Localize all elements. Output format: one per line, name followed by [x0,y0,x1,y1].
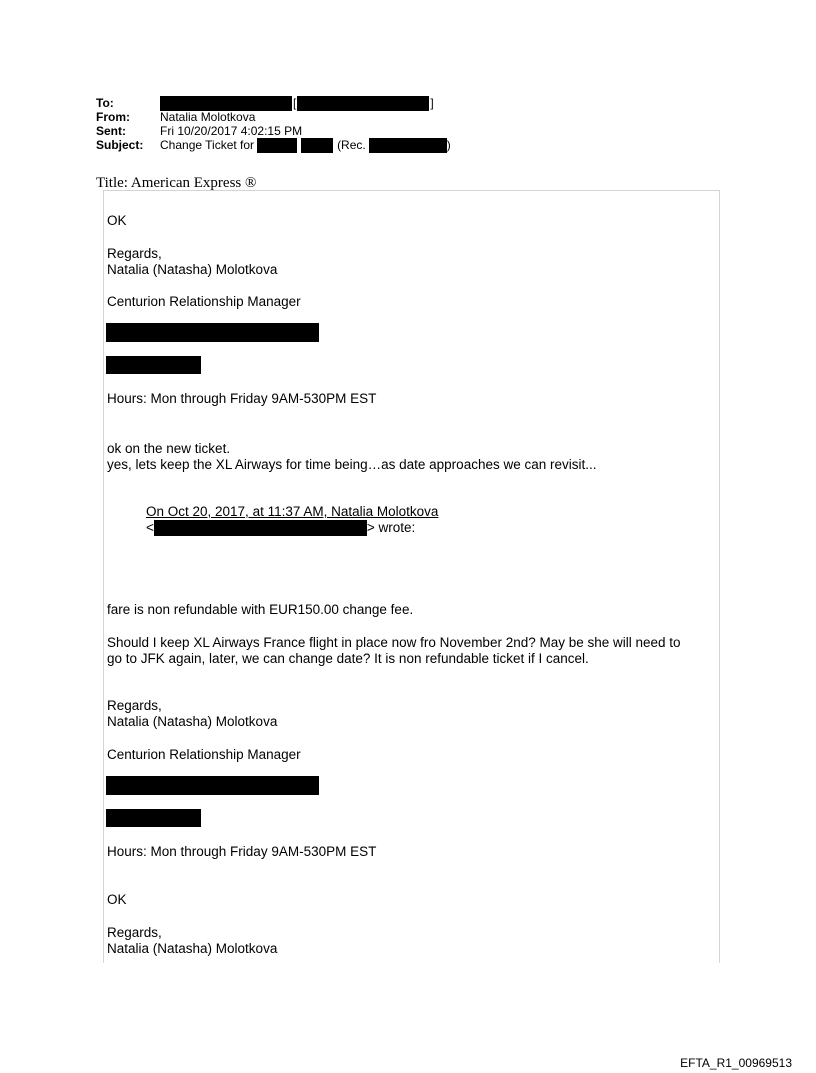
regards-text: Regards, [107,246,162,261]
signature-name: Natalia (Natasha) Molotkova [107,262,278,277]
bracket-open: [ [293,96,297,110]
regards-text: Regards, [107,698,162,713]
redaction-block [106,356,201,374]
from-label: From: [96,110,130,124]
to-label: To: [96,96,114,110]
quote-lt: < [146,520,154,535]
redaction-block [154,520,367,536]
ok-text: OK [107,213,127,228]
hours-text: Hours: Mon through Friday 9AM-530PM EST [107,844,377,859]
quote-wrote: > wrote: [366,520,416,535]
document-id: EFTA_R1_00969513 [680,1056,792,1070]
redaction-block [297,96,429,111]
subject-label: Subject: [96,138,144,152]
reply-line: yes, lets keep the XL Airways for time being…as date approaches we can revisit... [107,457,597,472]
sent-label: Sent: [96,124,126,138]
regards-text: Regards, [107,925,162,940]
subject-close: ) [446,138,451,152]
signature-name: Natalia (Natasha) Molotkova [107,714,278,729]
from-row [96,110,451,124]
sent-row [96,124,451,138]
redaction-block [106,776,319,795]
bracket-close: ] [430,96,434,110]
fare-text: fare is non refundable with EUR150.00 change fee. [107,602,414,617]
redaction-block [106,809,201,827]
page-title: Title: American Express ® [96,175,257,191]
redaction-block [257,138,297,153]
redaction-block [106,323,319,342]
subject-prefix: Change Ticket for [160,138,255,152]
to-row [96,96,451,110]
ok-text: OK [107,892,127,907]
redaction-block [301,138,333,153]
redaction-block [160,96,292,111]
sent-value: Fri 10/20/2017 4:02:15 PM [160,124,303,138]
signature-role: Centurion Relationship Manager [107,294,301,309]
quote-email-line [146,520,415,536]
subject-row [96,138,451,152]
question-line: go to JFK again, later, we can change date? It is non refundable ticket if I cancel. [107,651,589,666]
quote-header: On Oct 20, 2017, at 11:37 AM, Natalia Molotkova [146,504,439,519]
question-line: Should I keep XL Airways France flight in place now fro November 2nd? May be she will need to [107,635,681,650]
signature-name: Natalia (Natasha) Molotkova [107,941,278,956]
from-value: Natalia Molotkova [160,110,256,124]
redaction-block [369,138,447,153]
signature-role: Centurion Relationship Manager [107,747,301,762]
hours-text: Hours: Mon through Friday 9AM-530PM EST [107,391,377,406]
reply-line: ok on the new ticket. [107,441,231,456]
email-header [96,96,451,152]
subject-rec: (Rec. [337,138,366,152]
